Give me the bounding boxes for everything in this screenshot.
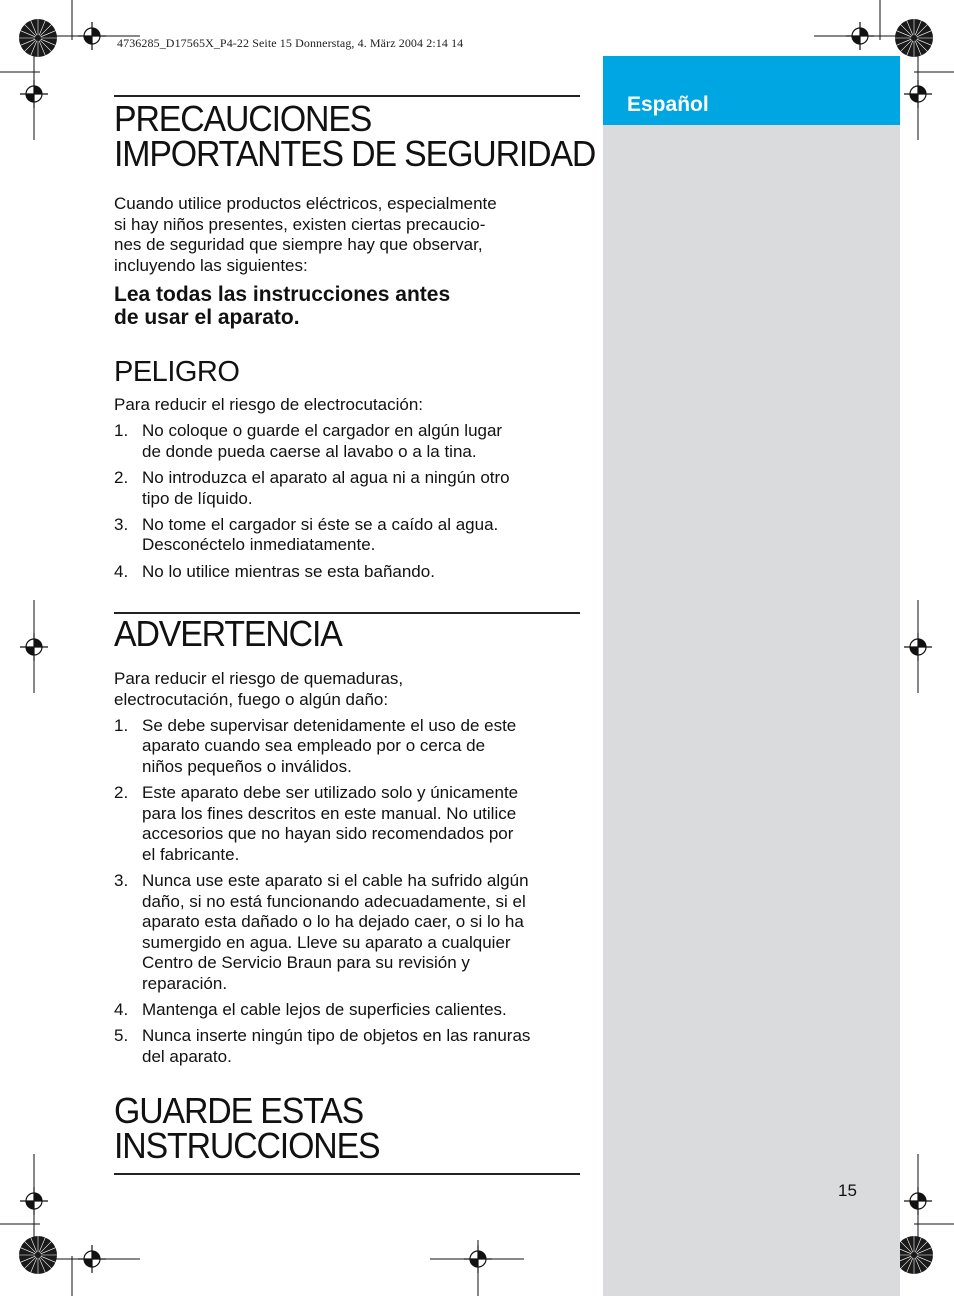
text-line: Cuando utilice productos eléctricos, especialmente [114, 194, 497, 213]
text-line: Este aparato debe ser utilizado solo y únicamente [142, 783, 519, 803]
title-line: GUARDE ESTAS [114, 1090, 364, 1132]
text-line: Se debe supervisar detenidamente el uso de este [142, 715, 517, 735]
text-line: si hay niños presentes, existen ciertas precaucio- [114, 214, 486, 234]
text-line: No coloque o guarde el cargador en algún lugar [142, 421, 503, 441]
text-line: incluyendo las siguientes: [114, 255, 308, 275]
text-line: para los fines descritos en este manual. No utilice [142, 803, 517, 823]
section-rule [114, 95, 580, 97]
text-line: de donde pueda caerse al lavabo o a la tina. [142, 442, 477, 462]
text-line: No introduzca el aparato al agua ni a ningún otro [142, 468, 510, 488]
title-save-instructions [114, 1090, 552, 1167]
text-line: niños pequeños o inválidos. [142, 757, 352, 776]
text-line: de usar el aparato. [114, 306, 300, 330]
text-line: Nunca use este aparato si el cable ha sufrido algún [142, 870, 529, 890]
list-item [114, 716, 580, 778]
section-rule [114, 1173, 580, 1175]
text-line: reparación. [142, 973, 228, 993]
text-line: del aparato. [142, 1046, 232, 1066]
read-instructions-note [114, 283, 580, 329]
list-item [114, 1026, 580, 1067]
item-number: 1. [114, 421, 129, 441]
item-number: 3. [114, 870, 129, 890]
print-slug: 4736285_D17565X_P4-22 Seite 15 Donnerstag, 4. März 2004 2:14 14 [117, 36, 464, 50]
title-precautions [114, 98, 596, 174]
item-number: 3. [114, 514, 129, 534]
text-line: No lo utilice mientras se esta bañando. [142, 561, 435, 581]
title-line: IMPORTANTES DE SEGURIDAD [114, 133, 596, 174]
title-line: INSTRUCCIONES [114, 1125, 380, 1167]
text-line: accesorios que no hayan sido recomendados por [142, 824, 514, 844]
language-tab [603, 56, 900, 125]
text-line: No tome el cargador si éste se a caído al agua. [142, 514, 499, 534]
text-line: daño, si no está funcionando adecuadamente, si el [142, 891, 526, 911]
item-number: 1. [114, 715, 129, 735]
text-line: aparato esta dañado o lo ha dejado caer, o si lo ha [142, 912, 524, 932]
item-number: 2. [114, 468, 129, 488]
list-item [114, 515, 580, 556]
text-line: tipo de líquido. [142, 488, 253, 508]
item-number: 5. [114, 1026, 129, 1046]
danger-intro: Para reducir el riesgo de electrocutación: [114, 395, 423, 415]
page-number: 15 [838, 1181, 857, 1200]
text-line: nes de seguridad que siempre hay que observar, [114, 235, 483, 255]
language-label: Español [627, 93, 709, 116]
warning-list [114, 716, 580, 1068]
text-line: el fabricante. [142, 844, 240, 864]
warning-intro [114, 669, 580, 710]
danger-list [114, 421, 580, 582]
text-line: sumergido en agua. Lleve su aparato a cualquier [142, 932, 511, 952]
text-line: aparato cuando sea empleado por o cerca de [142, 736, 486, 756]
item-number: 4. [114, 1000, 129, 1020]
list-item [114, 871, 580, 995]
list-item [114, 783, 580, 865]
list-item [114, 562, 580, 583]
list-item [114, 421, 580, 462]
list-item [114, 468, 580, 509]
text-line: Centro de Servicio Braun para su revisión y [142, 953, 470, 973]
title-danger: PELIGRO [114, 356, 240, 389]
text-line: Desconéctelo inmediatamente. [142, 535, 376, 555]
item-number: 2. [114, 783, 129, 803]
intro-paragraph [114, 194, 580, 276]
title-line: PRECAUCIONES [114, 98, 372, 139]
text-line: Para reducir el riesgo de quemaduras, [114, 669, 404, 689]
text-line: Mantenga el cable lejos de superficies calientes. [142, 1000, 507, 1020]
list-item [114, 1000, 580, 1021]
title-warning: ADVERTENCIA [114, 613, 342, 655]
text-line: Lea todas las instrucciones antes [114, 283, 451, 307]
sidebar-panel [603, 56, 900, 1296]
item-number: 4. [114, 561, 129, 581]
text-line: Nunca inserte ningún tipo de objetos en las ranuras [142, 1026, 531, 1046]
text-line: electrocutación, fuego o algún daño: [114, 689, 389, 709]
main-content [114, 95, 596, 1175]
